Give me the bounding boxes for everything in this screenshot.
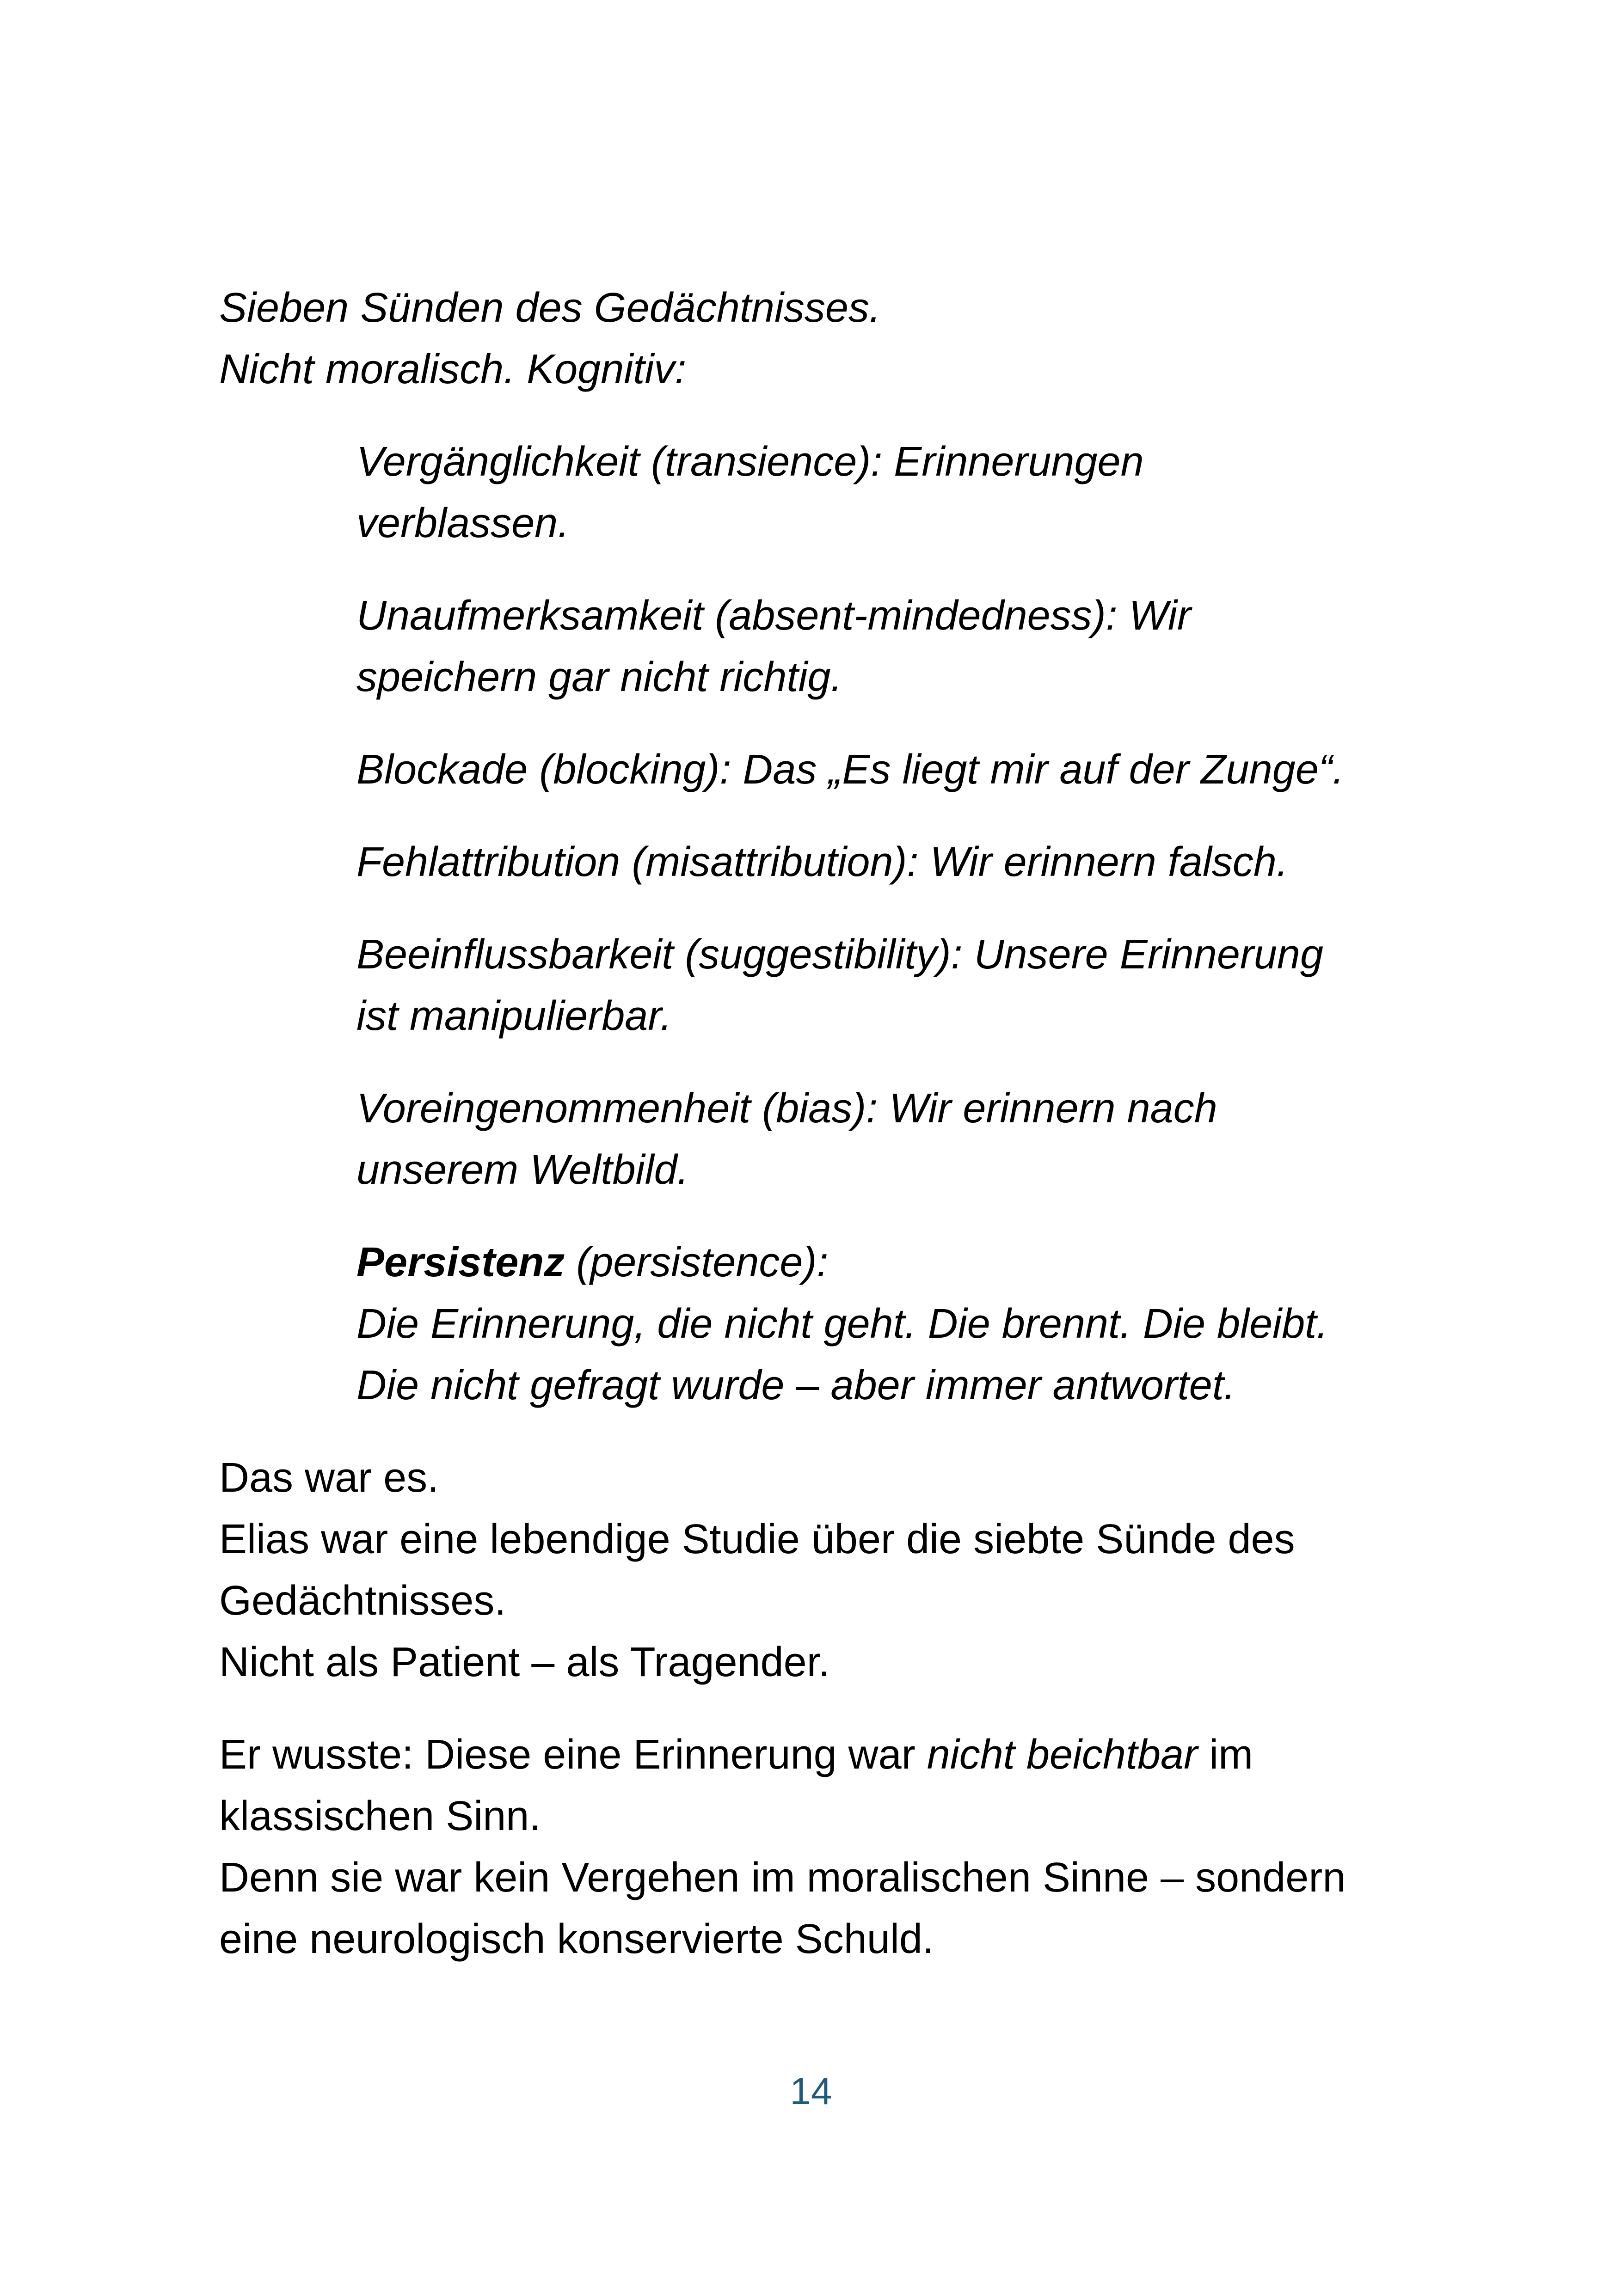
- intro-line: Sieben Sünden des Gedächtnisses.: [219, 285, 881, 331]
- body-line: [219, 1724, 1449, 1786]
- memory-sins-list: [356, 431, 1449, 1416]
- sin-misattribution: [356, 832, 1449, 893]
- persistence-term-gloss: (persistence):: [565, 1239, 829, 1286]
- intro-line: Nicht moralisch. Kognitiv:: [219, 346, 687, 392]
- page-body: [219, 277, 1449, 2001]
- intro-paragraph: [219, 277, 1449, 400]
- sin-text-line: Die nicht gefragt wurde – aber immer antwortet.: [356, 1362, 1235, 1408]
- body-line: Das war es.: [219, 1455, 439, 1501]
- sin-text-line: ist manipulierbar.: [356, 993, 672, 1039]
- body-line: eine neurologisch konservierte Schuld.: [219, 1916, 934, 1962]
- sin-suggestibility: [356, 924, 1449, 1047]
- body-line: Denn sie war kein Vergehen im moralischen Sinne – sondern: [219, 1855, 1346, 1901]
- sin-heading-line: [356, 1232, 1449, 1293]
- sin-text-line: unserem Weltbild.: [356, 1147, 689, 1193]
- sin-text-line: Vergänglichkeit (transience): Erinnerungen: [356, 439, 1144, 485]
- body-text: Er wusste: Diese eine Erinnerung war: [219, 1732, 927, 1778]
- sin-text-line: verblassen.: [356, 500, 570, 546]
- sin-persistence: [356, 1232, 1449, 1416]
- sin-text-line: Blockade (blocking): Das „Es liegt mir auf der Zunge“.: [356, 747, 1344, 793]
- sin-absent-mindedness: [356, 585, 1449, 708]
- sin-transience: [356, 431, 1449, 554]
- sin-text-line: Fehlattribution (misattribution): Wir erinnern falsch.: [356, 839, 1288, 885]
- page-number: 14: [790, 2070, 832, 2112]
- body-text: im: [1198, 1732, 1253, 1778]
- sin-text-line: Beeinflussbarkeit (suggestibility): Unsere Erinnerung: [356, 931, 1324, 978]
- body-line: Nicht als Patient – als Tragender.: [219, 1639, 830, 1685]
- sin-text-line: Die Erinnerung, die nicht geht. Die brennt. Die bleibt.: [356, 1301, 1328, 1347]
- sin-text-line: Unaufmerksamkeit (absent-mindedness): Wir: [356, 593, 1191, 639]
- persistence-term: Persistenz: [356, 1239, 565, 1286]
- sin-bias: [356, 1078, 1449, 1201]
- emphasis-text: nicht beichtbar: [927, 1732, 1198, 1778]
- sin-text-line: speichern gar nicht richtig.: [356, 654, 842, 700]
- body-line: Gedächtnisses.: [219, 1578, 506, 1624]
- sin-text-line: Voreingenommenheit (bias): Wir erinnern nach: [356, 1085, 1217, 1132]
- body-line: Elias war eine lebendige Studie über die siebte Sünde des: [219, 1516, 1295, 1562]
- body-line: klassischen Sinn.: [219, 1793, 541, 1839]
- sin-blocking: [356, 739, 1449, 801]
- body-paragraph: [219, 1447, 1449, 1693]
- body-paragraph: [219, 1724, 1449, 1970]
